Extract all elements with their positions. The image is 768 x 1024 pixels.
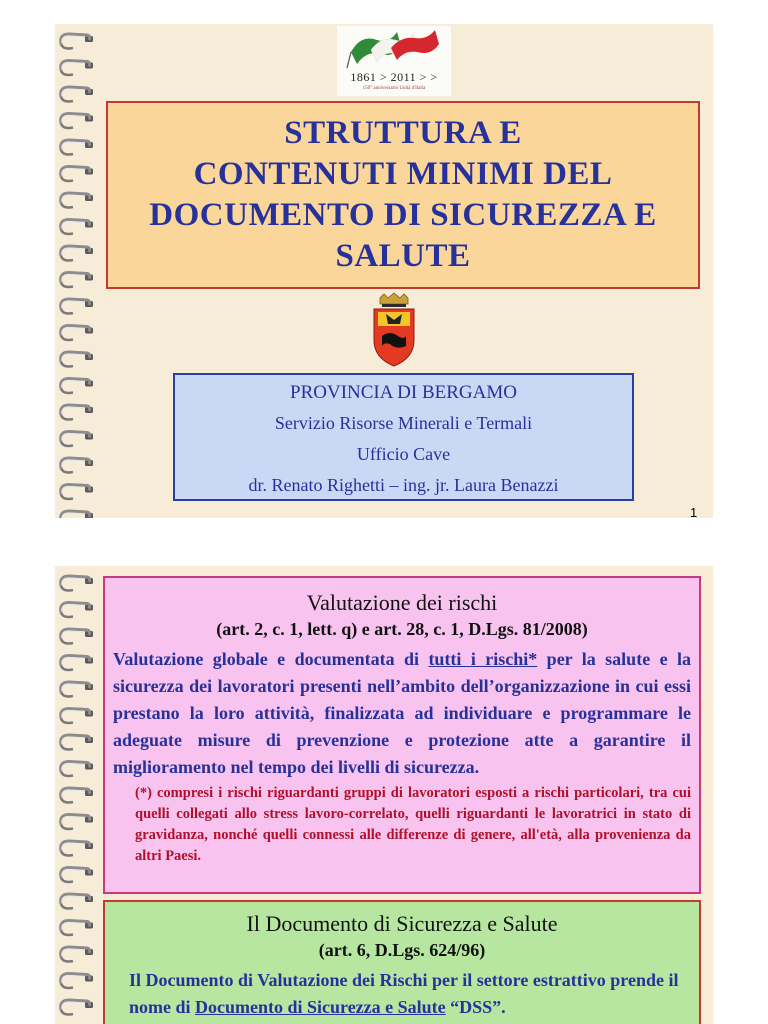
risk-legal-reference: (art. 2, c. 1, lett. q) e art. 28, c. 1, D.Lgs. 81/2008)	[216, 619, 588, 639]
spiral-ring	[61, 894, 93, 909]
italian-flags-icon	[337, 26, 451, 70]
spiral-ring	[61, 326, 93, 341]
title-line: DOCUMENTO DI SICUREZZA E	[149, 197, 657, 233]
spiral-ring	[61, 379, 93, 394]
dss-legal-reference: (art. 6, D.Lgs. 624/96)	[318, 940, 486, 960]
dss-name-link: Documento di Sicurezza e Salute	[195, 997, 446, 1017]
author-info-box	[173, 373, 634, 501]
risk-body-start: Valutazione globale e documentata di	[113, 649, 429, 669]
spiral-ring	[61, 576, 93, 591]
title-box	[106, 101, 700, 289]
spiral-ring	[61, 34, 93, 49]
spiral-binding-icon	[55, 566, 99, 1024]
title-line: SALUTE	[335, 238, 471, 274]
dss-body-start: Il Documento di Valutazione dei Rischi per il settore estrattivo prende il nome di	[129, 970, 679, 1017]
spiral-binding	[55, 24, 99, 518]
dss-definition	[129, 967, 689, 1021]
title-line: CONTENUTI MINIMI DEL	[193, 156, 613, 192]
spiral-ring	[61, 140, 93, 155]
risk-footnote: (*) compresi i rischi riguardanti gruppi di lavoratori esposti a rischi particolari, tra cui quelli collegati allo stress lavoro-correlato, quelli riguardanti le lavoratrici in stato di gravidanza, nonché quelli connessi alle differenze di genere, all'età, alla provenienza da altri Paesi.	[135, 785, 691, 864]
province-coat-of-arms	[370, 292, 418, 368]
risk-definition	[113, 646, 691, 781]
spiral-ring	[61, 432, 93, 447]
spiral-ring	[61, 193, 93, 208]
logo-caption: 1861 > 2011 > >	[350, 70, 438, 84]
spiral-ring	[61, 629, 93, 644]
spiral-binding	[55, 566, 99, 1024]
all-risks-link: tutti i rischi*	[428, 649, 538, 669]
spiral-ring	[61, 762, 93, 777]
spiral-ring	[61, 788, 93, 803]
spiral-ring	[61, 405, 93, 420]
dss-box	[103, 900, 701, 1024]
anniversary-logo	[337, 26, 451, 96]
service-name: Servizio Risorse Minerali e Termali	[274, 413, 533, 433]
spiral-ring	[61, 682, 93, 697]
spiral-binding-icon	[55, 24, 99, 518]
title-line: STRUTTURA E	[284, 115, 522, 151]
spiral-ring	[61, 246, 93, 261]
spiral-ring	[61, 114, 93, 129]
province-name: PROVINCIA DI BERGAMO	[290, 382, 517, 403]
spiral-ring	[61, 485, 93, 500]
spiral-ring	[61, 273, 93, 288]
spiral-ring	[61, 220, 93, 235]
spiral-ring	[61, 735, 93, 750]
coat-of-arms-icon	[370, 292, 418, 368]
spiral-ring	[61, 947, 93, 962]
slide-1	[55, 24, 713, 518]
dss-body-end: “DSS”.	[445, 997, 506, 1017]
page-number: 1	[690, 505, 698, 520]
spiral-ring	[61, 167, 93, 182]
office-name: Ufficio Cave	[356, 444, 451, 464]
spiral-ring	[61, 299, 93, 314]
risk-heading: Valutazione dei rischi	[306, 590, 498, 615]
spiral-ring	[61, 921, 93, 936]
spiral-ring	[61, 61, 93, 76]
spiral-ring	[61, 1000, 93, 1015]
spiral-ring	[61, 352, 93, 367]
spiral-ring	[61, 87, 93, 102]
spiral-ring	[61, 511, 93, 518]
spiral-ring	[61, 603, 93, 618]
spiral-ring	[61, 841, 93, 856]
risk-assessment-box	[103, 576, 701, 894]
dss-heading: Il Documento di Sicurezza e Salute	[246, 911, 558, 936]
spiral-ring	[61, 974, 93, 989]
spiral-ring	[61, 868, 93, 883]
spiral-ring	[61, 709, 93, 724]
logo-subcaption: 150° anniversario Unità d'Italia	[362, 86, 426, 91]
risk-body-end: per la salute e la sicurezza dei lavoratori presenti nell’ambito dell’organizzazione in cui essi prestano la loro attività, finalizzata ad individuare e programmare le adeguate misure di prevenzione e protezione atte a garantire il miglioramento nel tempo dei livelli di sicurezza.	[113, 649, 692, 777]
page-title	[149, 113, 656, 277]
spiral-ring	[61, 458, 93, 473]
spiral-ring	[61, 815, 93, 830]
spiral-ring	[61, 656, 93, 671]
slide-2	[55, 566, 713, 1024]
authors: dr. Renato Righetti – ing. jr. Laura Benazzi	[248, 475, 559, 495]
